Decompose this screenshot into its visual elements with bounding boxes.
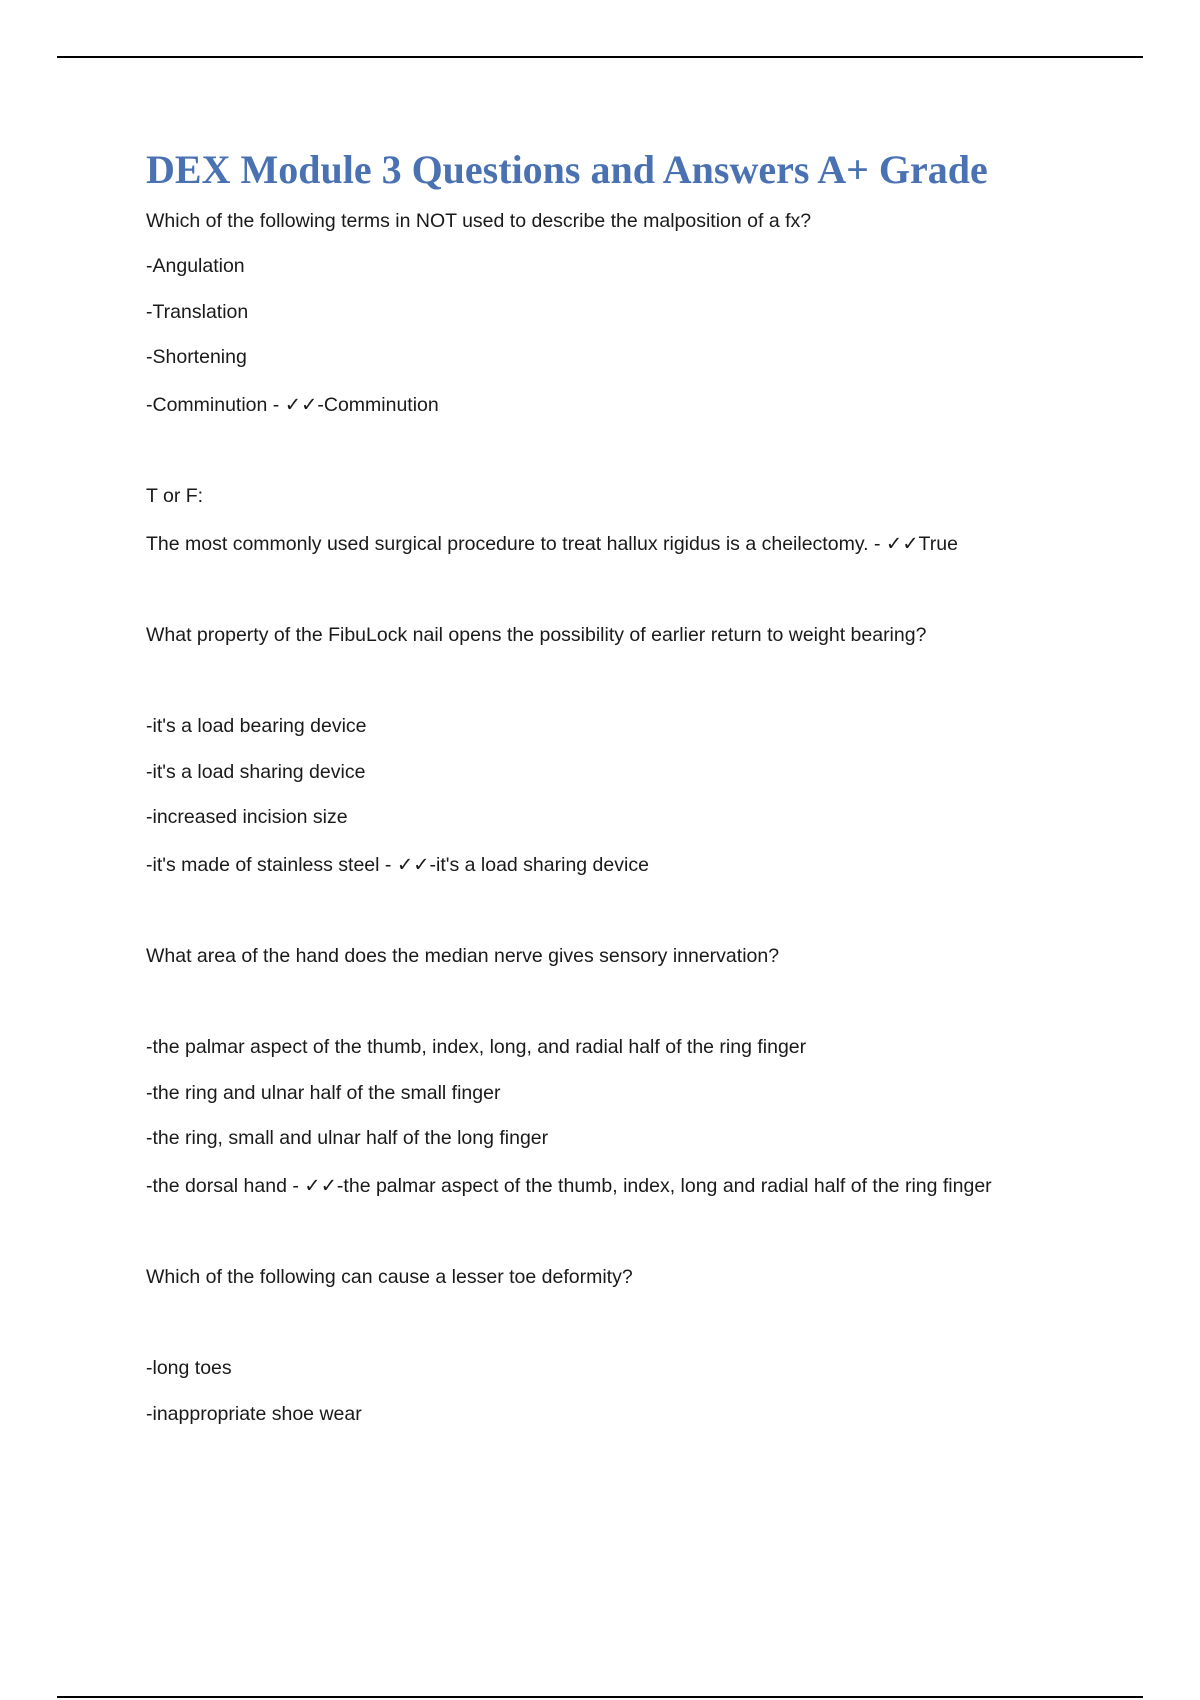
bottom-rule [57, 1696, 1143, 1698]
question-text: The most commonly used surgical procedure to treat hallux rigidus is a cheilectomy. - ✓✓True [146, 533, 958, 555]
question-text: What area of the hand does the median nerve gives sensory innervation? [146, 945, 780, 967]
question-text: Which of the following terms in NOT used to describe the malposition of a fx? [146, 210, 812, 232]
question-text: Which of the following can cause a lesser toe deformity? [146, 1266, 633, 1288]
answer-option: -Comminution - ✓✓-Comminution [146, 394, 439, 416]
answer-option: -the ring, small and ulnar half of the long finger [146, 1127, 549, 1149]
answer-option: -long toes [146, 1357, 232, 1379]
answer-option: -increased incision size [146, 806, 348, 828]
answer-option: -it's made of stainless steel - ✓✓-it's a load sharing device [146, 854, 649, 876]
answer-option: -the ring and ulnar half of the small finger [146, 1082, 501, 1104]
answer-option: -the palmar aspect of the thumb, index, long, and radial half of the ring finger [146, 1036, 807, 1058]
answer-option: -Angulation [146, 255, 245, 277]
answer-option: -inappropriate shoe wear [146, 1403, 362, 1425]
answer-option: -it's a load bearing device [146, 715, 367, 737]
question-text: What property of the FibuLock nail opens the possibility of earlier return to weight bearing? [146, 624, 927, 646]
answer-option: -it's a load sharing device [146, 761, 366, 783]
answer-option: -Shortening [146, 346, 247, 368]
document-title: DEX Module 3 Questions and Answers A+ Grade [146, 147, 988, 192]
question-text: T or F: [146, 485, 204, 507]
answer-option: -Translation [146, 301, 249, 323]
top-rule [57, 56, 1143, 58]
answer-option: -the dorsal hand - ✓✓-the palmar aspect of the thumb, index, long and radial half of the ring finger [146, 1175, 992, 1197]
